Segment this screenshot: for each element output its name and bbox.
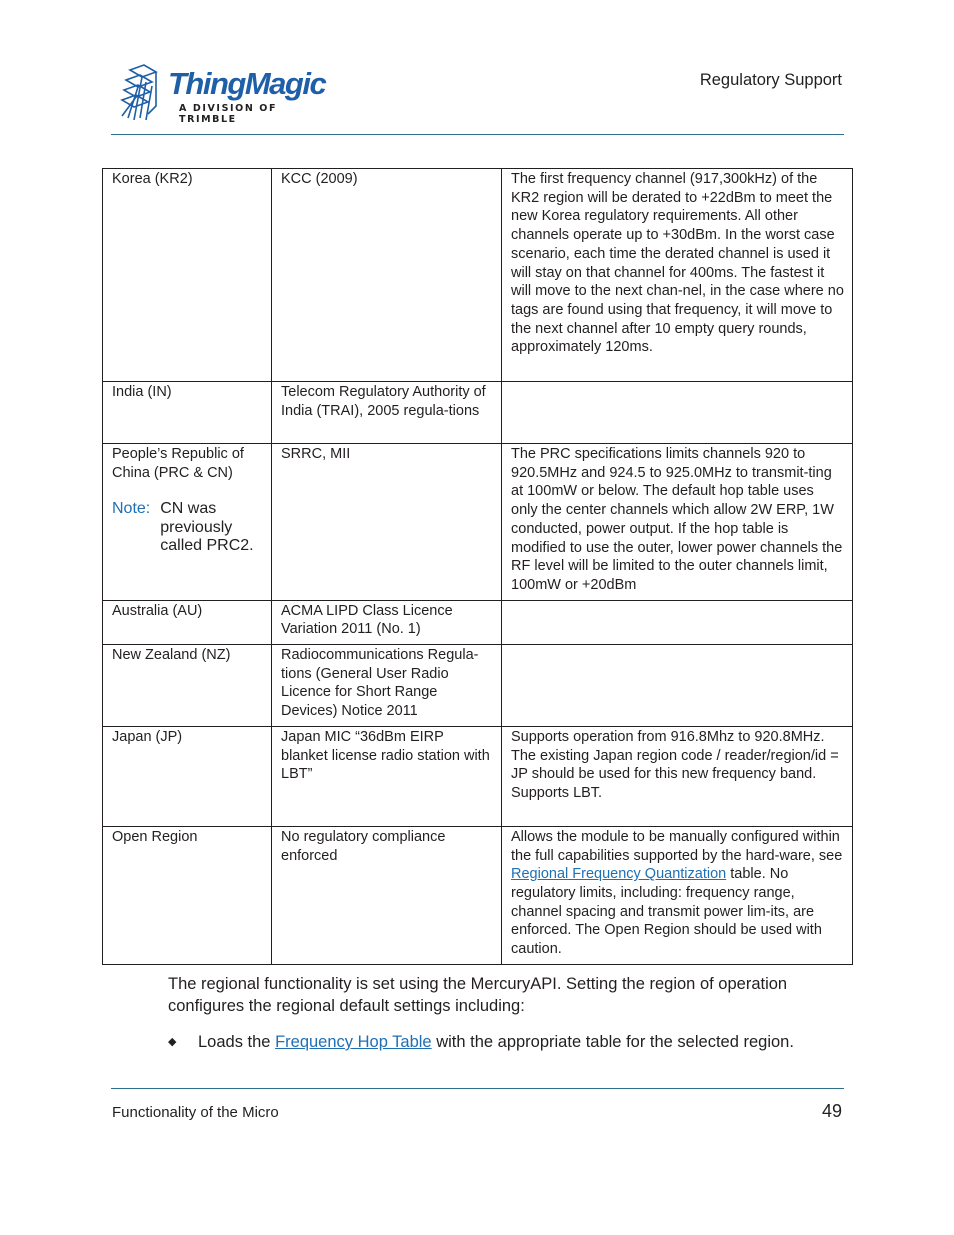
notes-cell <box>502 645 853 727</box>
regulation-cell: KCC (2009) <box>272 169 502 382</box>
bullet-text <box>198 1032 794 1054</box>
footer-rule <box>111 1088 844 1089</box>
table-row <box>103 826 853 964</box>
frequency-hop-table-link[interactable]: Frequency Hop Table <box>275 1033 432 1051</box>
regulation-cell: Telecom Regulatory Authority of India (TRAI), 2005 regula-tions <box>272 382 502 444</box>
region-name: People’s Republic of China (PRC & CN) <box>112 446 244 481</box>
section-title: Regulatory Support <box>699 71 842 89</box>
regional-frequency-quantization-link[interactable]: Regional Frequency Quantization <box>511 866 727 883</box>
regulation-cell: No regulatory compliance enforced <box>272 826 502 964</box>
notes-text: table. No regulatory limits, including: frequency range, channel spacing and transmit power lim-its, are enforced. The Open Region should be used with caution. <box>511 866 822 958</box>
region-cell: Open Region <box>103 826 272 964</box>
notes-cell <box>502 826 853 964</box>
table-row <box>103 444 853 601</box>
table-row <box>103 645 853 727</box>
region-cell: New Zealand (NZ) <box>103 645 272 727</box>
notes-line: Supports operation from 916.8Mhz to 920.8MHz. The existing Japan region code / reader/region/id = JP should be used for this new frequency band. <box>511 728 839 783</box>
table-row <box>103 382 853 444</box>
regulation-cell: ACMA LIPD Class Licence Variation 2011 (No. 1) <box>272 600 502 644</box>
page-number: 49 <box>821 1101 842 1121</box>
notes-cell <box>502 600 853 644</box>
table-row <box>103 726 853 826</box>
notes-line: Supports LBT. <box>511 784 603 801</box>
notes-cell <box>502 382 853 444</box>
note-text: CN was previously called PRC2. <box>160 500 254 555</box>
bullet-diamond-icon: ◆ <box>168 1036 177 1048</box>
logo-tagline: A DIVISION OF TRIMBLE <box>179 103 278 125</box>
logo-mark-icon <box>116 62 166 124</box>
logo-wordmark: ThingMagic <box>168 66 326 101</box>
notes-cell: The first frequency channel (917,300kHz) of the KR2 region will be derated to +22dBm to meet the new Korea regulatory requirements. All other channels operate up to +30dBm. In the worst case scenario, each time the derated channel is used it will stay on that channel for 400ms. The fastest it will move to the next chan-nel, in the case where no tags are found using that frequency, it will move to the next channel after 10 empty query rounds, approximately 120ms. <box>502 169 853 382</box>
notes-text: Allows the module to be manually configured within the full capabilities supported by the hard-ware, see <box>511 828 843 864</box>
region-cell: Australia (AU) <box>103 600 272 644</box>
region-note <box>112 500 263 556</box>
region-cell: India (IN) <box>103 382 272 444</box>
region-cell: Korea (KR2) <box>103 169 272 382</box>
region-cell: Japan (JP) <box>103 726 272 826</box>
regulation-cell: SRRC, MII <box>272 444 502 601</box>
bullet-text-before: Loads the <box>198 1033 276 1051</box>
regulatory-table <box>102 168 853 965</box>
table-row <box>103 169 853 382</box>
note-label: Note: <box>112 500 151 518</box>
header-rule <box>111 134 844 135</box>
thingmagic-logo <box>116 62 326 124</box>
regulation-cell: Radiocommunications Regula-tions (General User Radio Licence for Short Range Devices) Notice 2011 <box>272 645 502 727</box>
regulation-cell: Japan MIC “36dBm EIRP blanket license radio station with LBT” <box>272 726 502 826</box>
notes-cell <box>502 726 853 826</box>
table-row <box>103 600 853 644</box>
region-cell <box>103 444 272 601</box>
notes-cell: The PRC specifications limits channels 920 to 920.5MHz and 924.5 to 925.0MHz to transmit-ting at 100mW or below. The default hop table uses only the center channels which allow 2W ERP, 1W conducted, power output. If the hop table is modified to use the outer, lower power channels the RF level will be limited to the outer channels limit, 100mW or +20dBm <box>502 444 853 601</box>
bullet-text-after: with the appropriate table for the selected region. <box>431 1033 794 1051</box>
body-paragraph: The regional functionality is set using the MercuryAPI. Setting the region of operation configures the regional default settings including: <box>168 975 788 1015</box>
footer-chapter-title: Functionality of the Micro <box>112 1104 279 1121</box>
